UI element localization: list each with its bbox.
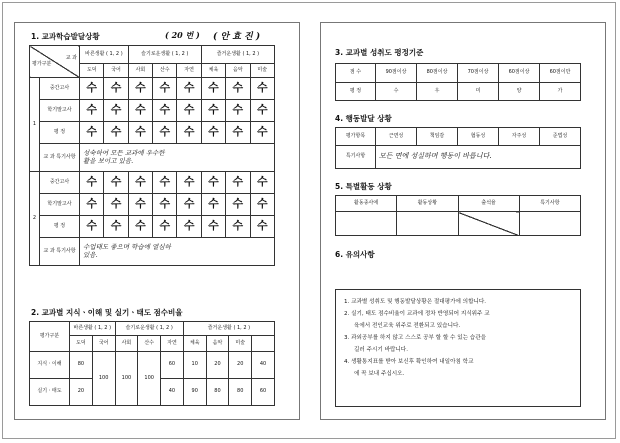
- section-1-title: 1. 교과학습발달상황: [31, 32, 100, 41]
- subject-header: 자연: [161, 336, 184, 352]
- term-label: 1: [30, 78, 40, 172]
- note-item: 길러 주시기 바랍니다.: [354, 347, 408, 353]
- grade-mark: 수: [153, 172, 177, 194]
- activity-header: 활동상황: [397, 196, 458, 212]
- activity-header: 활동종사에: [336, 196, 397, 212]
- subject-header: 음악: [206, 336, 229, 352]
- subject-header: 미술: [229, 336, 252, 352]
- group-header: 즐거운생활 ( 1, 2 ): [201, 46, 274, 64]
- ratio-header: 평가구분: [30, 322, 70, 352]
- behavior-item: 자주성: [499, 128, 540, 146]
- subject-header: 국어: [92, 336, 115, 352]
- subject-header: 음악: [226, 64, 250, 78]
- note-item: 1. 교과별 성취도 및 행동발달상황은 절대평가에 의합니다.: [344, 299, 487, 305]
- ratio-row-label: 지식ㆍ이해: [30, 352, 70, 379]
- activity-cell-crossed: [458, 212, 519, 236]
- grade-mark: 수: [80, 216, 104, 238]
- ratio-value: 100: [92, 352, 115, 406]
- grade-mark: 수: [153, 194, 177, 216]
- grade-number: ( 20 번 ): [165, 30, 200, 40]
- row-label: 평 정: [40, 122, 80, 144]
- note-item: 3. 과외공부를 하지 않고 스스로 공부 할 할 수 있는 습관을: [344, 335, 486, 341]
- ratio-value: 20: [206, 352, 229, 379]
- subject-header: 도덕: [80, 64, 104, 78]
- section-3-title: 3. 교과별 성취도 평정기준: [335, 48, 424, 57]
- criteria-score: 70점이상: [458, 64, 499, 83]
- term-label: 2: [30, 172, 40, 266]
- grade-mark: 수: [177, 122, 201, 144]
- criteria-table: [335, 63, 581, 101]
- criteria-score: 80점이상: [417, 64, 458, 83]
- behavior-item: 협동성: [458, 128, 499, 146]
- criteria-grade: 수: [376, 82, 417, 101]
- ratio-value: 80: [70, 352, 93, 379]
- behavior-item: 책임감: [417, 128, 458, 146]
- activity-cell: [519, 212, 580, 236]
- note-item: 2. 실기, 태도 점수비율이 교과에 정차 반영되어 지식위주 교: [344, 311, 490, 317]
- grade-mark: 수: [177, 78, 201, 100]
- grade-mark: 수: [128, 216, 152, 238]
- grade-mark: 수: [226, 100, 250, 122]
- criteria-grade: 우: [417, 82, 458, 101]
- criteria-grade: 가: [540, 82, 581, 101]
- grade-mark: 수: [250, 78, 274, 100]
- grade-mark: 수: [104, 216, 128, 238]
- subject-header: 사회: [128, 64, 152, 78]
- ratio-value: 10: [183, 352, 206, 379]
- grade-mark: 수: [250, 216, 274, 238]
- subject-header: 산수: [153, 64, 177, 78]
- ratio-value: 80: [229, 379, 252, 406]
- row-label: 교 과 특기사항: [40, 238, 80, 266]
- grade-mark: 수: [128, 194, 152, 216]
- grade-mark: 수: [80, 194, 104, 216]
- criteria-grade: 미: [458, 82, 499, 101]
- row-label: 학기말고사: [40, 100, 80, 122]
- grade-mark: 수: [250, 100, 274, 122]
- term1-remark: 성숙하여 모든 교과에 우수한 활을 보이고 있음.: [80, 144, 275, 172]
- ratio-value: 80: [206, 379, 229, 406]
- grade-mark: 수: [80, 122, 104, 144]
- student-name: ( 안 효 진 ): [213, 32, 261, 42]
- criteria-label: 평 정: [336, 82, 376, 101]
- grade-mark: 수: [153, 122, 177, 144]
- grade-mark: 수: [153, 78, 177, 100]
- section-2-title: 2. 교과별 지식ㆍ이해 및 실기ㆍ태도 점수비율: [31, 308, 183, 317]
- group-header: 바른생활 ( 1, 2 ): [70, 322, 116, 336]
- subject-header: 사회: [115, 336, 138, 352]
- grade-mark: 수: [177, 216, 201, 238]
- activity-cell: [336, 212, 397, 236]
- ratio-value: 60: [161, 352, 184, 379]
- group-header: 슬기로운생활 ( 1, 2 ): [128, 46, 201, 64]
- criteria-grade: 양: [499, 82, 540, 101]
- subject-header: [252, 336, 275, 352]
- grade-mark: 수: [201, 194, 225, 216]
- grade-mark: 수: [177, 100, 201, 122]
- group-header: 바른생활 ( 1, 2 ): [80, 46, 129, 64]
- ratio-value: 100: [138, 352, 161, 406]
- subject-header: 미술: [250, 64, 274, 78]
- score-ratio-table: [29, 321, 275, 406]
- group-header: 즐거운생활 ( 1, 2 ): [183, 322, 274, 336]
- notes-box: [335, 289, 581, 407]
- grade-mark: 수: [80, 78, 104, 100]
- behavior-label: 특기사항: [336, 145, 376, 168]
- grade-mark: 수: [226, 78, 250, 100]
- grade-mark: 수: [226, 172, 250, 194]
- grade-mark: 수: [80, 100, 104, 122]
- ratio-value: 60: [252, 379, 275, 406]
- grade-mark: 수: [201, 172, 225, 194]
- table-corner: 교 과 평가구분: [30, 46, 80, 78]
- grade-mark: 수: [104, 172, 128, 194]
- grade-mark: 수: [177, 194, 201, 216]
- behavior-item: 근면성: [376, 128, 417, 146]
- ratio-value: 20: [70, 379, 93, 406]
- criteria-score: 90점이상: [376, 64, 417, 83]
- activity-cell: [397, 212, 458, 236]
- ratio-row-label: 실기ㆍ태도: [30, 379, 70, 406]
- grade-mark: 수: [201, 216, 225, 238]
- ratio-value: 100: [115, 352, 138, 406]
- grade-mark: 수: [226, 194, 250, 216]
- grade-mark: 수: [128, 78, 152, 100]
- grade-mark: 수: [153, 100, 177, 122]
- grade-mark: 수: [104, 194, 128, 216]
- subject-header: 자연: [177, 64, 201, 78]
- section-4-title: 4. 행동발달 상황: [335, 114, 392, 123]
- grade-mark: 수: [201, 78, 225, 100]
- subject-header: 도덕: [70, 336, 93, 352]
- row-label: 중간고사: [40, 172, 80, 194]
- section-6-title: 6. 유의사항: [335, 250, 375, 259]
- row-label: 평 정: [40, 216, 80, 238]
- grade-mark: 수: [104, 100, 128, 122]
- note-item: 4. 생활통지표를 받아 보신후 확인하여 내일아침 학교: [344, 359, 474, 365]
- criteria-label: 점 수: [336, 64, 376, 83]
- grades-table: [29, 45, 275, 266]
- behavior-table: [335, 127, 581, 169]
- grade-mark: 수: [250, 194, 274, 216]
- grade-mark: 수: [128, 172, 152, 194]
- subject-header: 체육: [201, 64, 225, 78]
- subject-header: 체육: [183, 336, 206, 352]
- grade-mark: 수: [153, 216, 177, 238]
- ratio-value: 20: [229, 352, 252, 379]
- row-label: 중간고사: [40, 78, 80, 100]
- report-card-right-page: [320, 22, 606, 420]
- activity-header: 출석율: [458, 196, 519, 212]
- note-item: 육에서 전인교육 위주로 전환되고 있습니다.: [354, 323, 461, 329]
- term2-remark: 수업태도 좋으며 학습에 열심하 있음.: [80, 238, 275, 266]
- grade-mark: 수: [226, 216, 250, 238]
- row-label: 학기말고사: [40, 194, 80, 216]
- section-5-title: 5. 특별활동 상황: [335, 182, 392, 191]
- grade-mark: 수: [250, 122, 274, 144]
- grade-mark: 수: [201, 122, 225, 144]
- grade-mark: 수: [250, 172, 274, 194]
- criteria-score: 60점이상: [499, 64, 540, 83]
- activity-header: 특기사항: [519, 196, 580, 212]
- behavior-remark: 모든 면에 성실하며 행동이 바릅니다.: [376, 145, 581, 168]
- grade-mark: 수: [104, 78, 128, 100]
- note-item: 에 꼭 보내 주십시오.: [354, 371, 405, 377]
- grade-mark: 수: [226, 122, 250, 144]
- ratio-value: 90: [183, 379, 206, 406]
- grade-mark: 수: [201, 100, 225, 122]
- activity-table: [335, 195, 581, 236]
- ratio-value: 40: [161, 379, 184, 406]
- subject-header: 산수: [138, 336, 161, 352]
- ratio-value: 40: [252, 352, 275, 379]
- grade-mark: 수: [177, 172, 201, 194]
- grade-mark: 수: [80, 172, 104, 194]
- behavior-label: 평가항목: [336, 128, 376, 146]
- grade-mark: 수: [104, 122, 128, 144]
- report-card-left-page: [14, 22, 300, 420]
- subject-header: 국어: [104, 64, 128, 78]
- group-header: 슬기로운생활 ( 1, 2 ): [115, 322, 183, 336]
- grade-mark: 수: [128, 100, 152, 122]
- grade-mark: 수: [128, 122, 152, 144]
- behavior-item: 준법성: [540, 128, 581, 146]
- row-label: 교 과 특기사항: [40, 144, 80, 172]
- criteria-score: 60점이만: [540, 64, 581, 83]
